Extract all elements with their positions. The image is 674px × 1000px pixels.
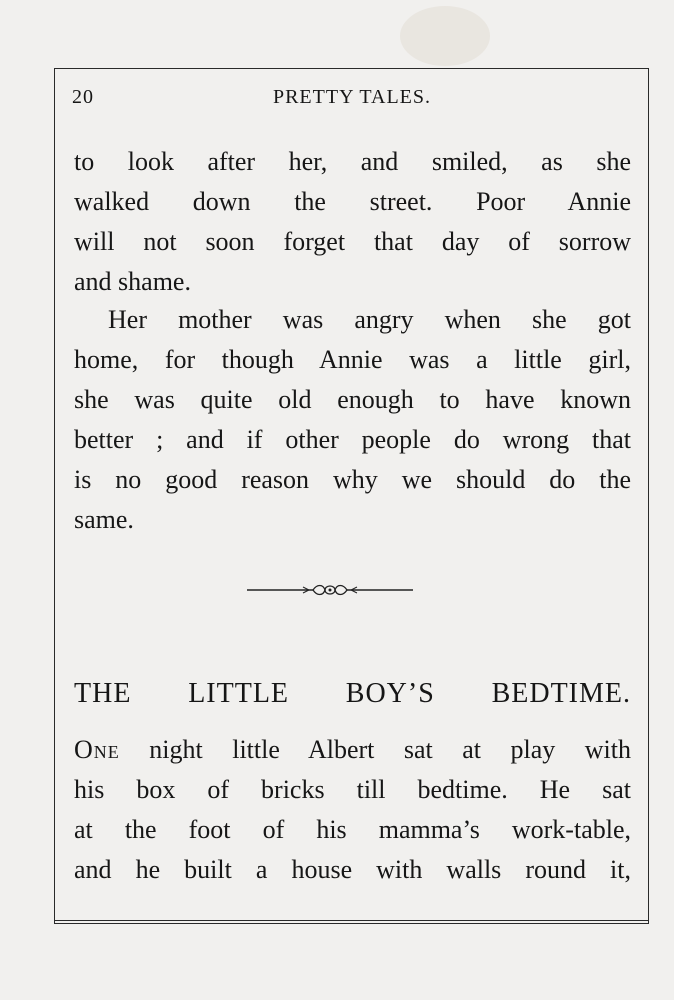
drop-word: One <box>74 735 120 764</box>
bottom-rule <box>54 920 649 921</box>
text-line: and he built a house with walls round it, <box>74 855 631 884</box>
paragraph <box>74 300 631 540</box>
running-title: PRETTY TALES. <box>272 86 432 108</box>
text-line: Her mother was angry when she got <box>108 305 631 334</box>
text-line: at the foot of his mamma’s work-table, <box>74 815 631 844</box>
text-line: she was quite old enough to have known <box>74 385 631 414</box>
text-line: will not soon forget that day of sorrow <box>74 227 631 256</box>
section-heading: THE LITTLE BOY’S BEDTIME. <box>74 678 631 709</box>
section-divider-ornament <box>245 583 415 597</box>
text-line: is no good reason why we should do the <box>74 465 631 494</box>
page-number: 20 <box>72 86 94 108</box>
text-line: better ; and if other people do wrong that <box>74 425 631 454</box>
paragraph-continued <box>74 142 631 302</box>
text-line: home, for though Annie was a little girl, <box>74 345 631 374</box>
paper-stain <box>400 6 490 66</box>
text-line: and shame. <box>74 267 191 296</box>
text-line: walked down the street. Poor Annie <box>74 187 631 216</box>
text-line: same. <box>74 505 134 534</box>
text-line: to look after her, and smiled, as she <box>74 147 631 176</box>
text-line: his box of bricks till bedtime. He sat <box>74 775 631 804</box>
story-paragraph <box>74 730 631 890</box>
text-line <box>74 730 631 770</box>
text-line-rest: night little Albert sat at play with <box>119 735 631 764</box>
running-header <box>72 86 632 112</box>
